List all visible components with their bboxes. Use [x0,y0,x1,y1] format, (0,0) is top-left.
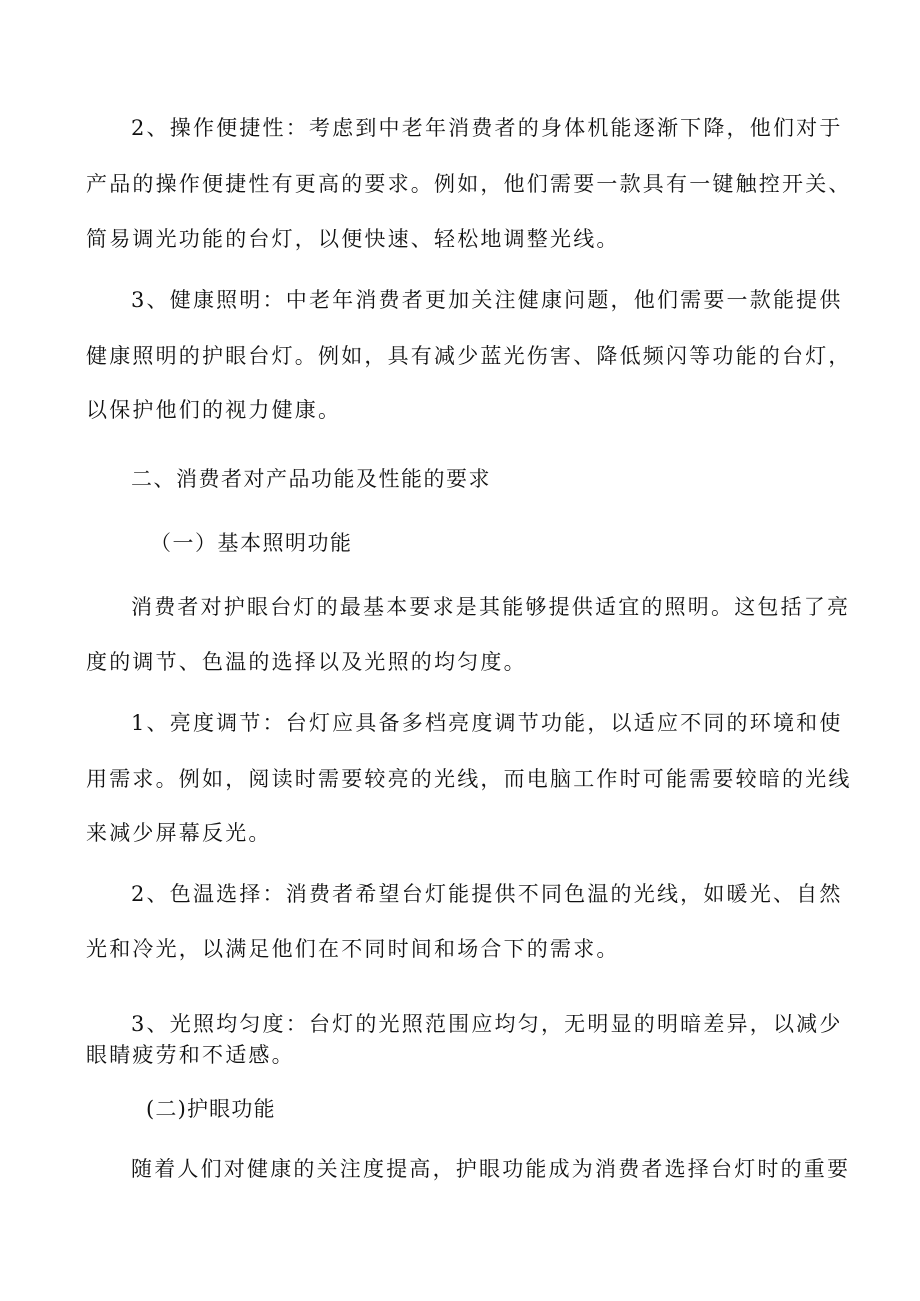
paragraph-line: 用需求。例如，阅读时需要较亮的光线，而电脑工作时可能需要较暗的光线 [86,767,852,791]
subsection-heading: （一）基本照明功能 [150,531,353,555]
paragraph-line: 简易调光功能的台灯，以便快速、轻松地调整光线。 [86,227,620,251]
paragraph-line: 以保护他们的视力健康。 [86,398,342,422]
paragraph-line: 2、色温选择：消费者希望台灯能提供不同色温的光线，如暖光、自然 [131,882,843,906]
paragraph-line: 度的调节、色温的选择以及光照的均匀度。 [86,650,527,674]
paragraph-line: 3、光照均匀度：台灯的光照范围应均匀，无明显的明暗差异，以减少 [131,1012,843,1036]
paragraph-line: 眼睛疲劳和不适感。 [86,1043,295,1067]
paragraph-line: 随着人们对健康的关注度提高，护眼功能成为消费者选择台灯时的重要 [131,1157,851,1181]
section-heading: 二、消费者对产品功能及性能的要求 [131,467,491,491]
paragraph-line: 消费者对护眼台灯的最基本要求是其能够提供适宜的照明。这包括了亮 [131,595,851,619]
paragraph-line: 3、健康照明：中老年消费者更加关注健康问题，他们需要一款能提供 [131,288,843,312]
paragraph-line: 产品的操作便捷性有更高的要求。例如，他们需要一款具有一键触控开关、 [86,172,852,196]
paragraph-line: 光和冷光，以满足他们在不同时间和场合下的需求。 [86,937,620,961]
paragraph-line: 2、操作便捷性：考虑到中老年消费者的身体机能逐渐下降，他们对于 [131,116,843,140]
paragraph-line: 来减少屏幕反光。 [86,821,272,845]
paragraph-line: 健康照明的护眼台灯。例如，具有减少蓝光伤害、降低频闪等功能的台灯， [86,344,852,368]
subsection-heading: (二)护眼功能 [146,1097,276,1121]
paragraph-line: 1、亮度调节：台灯应具备多档亮度调节功能，以适应不同的环境和使 [131,711,843,735]
